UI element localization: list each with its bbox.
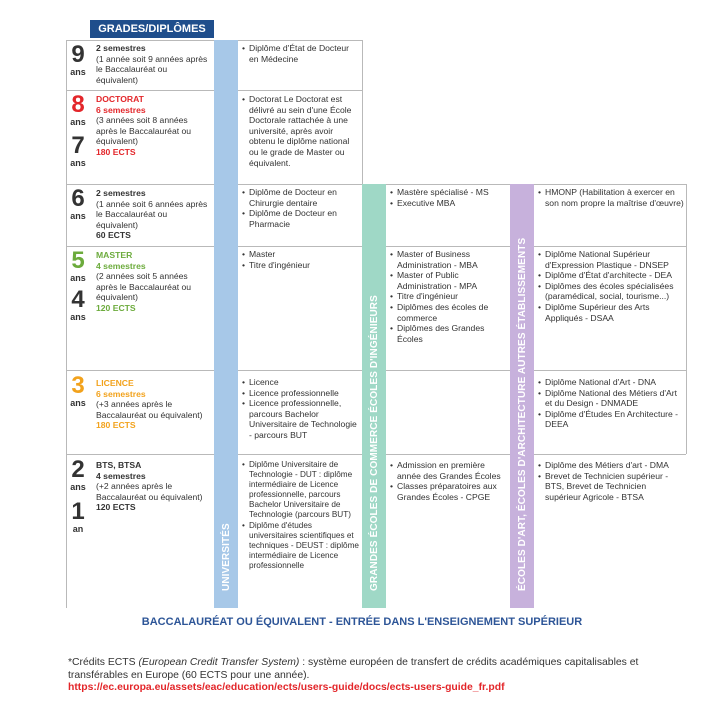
- year-number: 1: [71, 498, 85, 525]
- diploma-item: • Diplôme de Docteur en Chirurgie dentaire: [242, 187, 360, 208]
- diagram-grid: [66, 40, 686, 608]
- diploma-item: • Diplôme Universitaire de Technologie - DUT : diplôme intermédiaire de Licence professionnelle, parcours Bachelor Universitaire de Technologie (parcours BUT): [242, 460, 360, 521]
- cell-ecoles-bts: [390, 460, 508, 502]
- diploma-item: • Diplôme d'Études En Architecture - DEEA: [538, 409, 684, 430]
- diploma-item: • Admission en première année des Grandes Écoles: [390, 460, 508, 481]
- ects-note-rest: : système européen de transfert de crédits académiques capitalisables et transférables en Europe (60 ECTS pour une année).: [68, 657, 639, 681]
- level-semesters: 2 semestres: [96, 43, 146, 53]
- year-unit: ans: [70, 312, 86, 322]
- diploma-item: • Mastère spécialisé - MS: [390, 187, 508, 198]
- diploma-item: • Licence professionnelle, parcours Bachelor Universitaire de Technologie - parcours BUT: [242, 398, 360, 440]
- level-description: (2 années soit 5 années après le Baccalauréat ou équivalent): [96, 271, 192, 303]
- year-2: [66, 458, 90, 493]
- diploma-item: • Licence: [242, 377, 360, 388]
- cell-ecoles-master: [390, 249, 508, 344]
- level-ects: 180 ECTS: [96, 146, 136, 157]
- footer-title: BACCALAURÉAT OU ÉQUIVALENT - ENTRÉE DANS L'ENSEIGNEMENT SUPÉRIEUR: [141, 616, 583, 628]
- level-ects: 60 ECTS: [96, 230, 131, 241]
- year-number: 3: [71, 372, 85, 399]
- year-1: [66, 500, 90, 535]
- diploma-item: • Diplôme d'État de Docteur en Médecine: [242, 43, 360, 64]
- cell-universites-bts: [242, 460, 360, 571]
- level-description: (1 année soit 9 années après le Baccalauréat ou équivalent): [96, 53, 208, 85]
- ects-note-prefix: *Crédits ECTS: [68, 657, 139, 668]
- level-semesters: 4 semestres: [96, 470, 146, 481]
- diploma-item: • Diplôme d'État d'architecte - DEA: [538, 270, 684, 281]
- year-number: 2: [71, 456, 85, 483]
- diploma-item: • Doctorat Le Doctorat est délivré au sein d'une École Doctorale rattachée à une université, après avoir obtenu le diplôme national ou le grade de Master ou équivalent.: [242, 94, 360, 168]
- level-ects: 180 ECTS: [96, 420, 136, 431]
- cell-art-6: [538, 187, 684, 208]
- ects-note: [68, 656, 688, 682]
- level-bac9: [96, 43, 210, 85]
- level-description: (1 année soit 6 années après le Baccalauréat ou équivalent): [96, 198, 208, 230]
- diploma-item: • Diplôme National des Métiers d'Art et du Design - DNMADE: [538, 388, 684, 409]
- year-unit: ans: [70, 67, 86, 77]
- diploma-item: • Diplôme d'études universitaires scientifiques et techniques - DEUST : diplôme intermédiaire de Licence professionnelle: [242, 521, 360, 571]
- col-rule: [686, 184, 687, 454]
- level-title: BTS, BTSA: [96, 460, 142, 470]
- diploma-item: • Brevet de Technicien supérieur - BTS, Brevet de Technicien supérieur Agricole - BTSA: [538, 471, 684, 503]
- diploma-item: • Titre d'ingénieur: [390, 291, 508, 302]
- level-semesters: 6 semestres: [96, 388, 146, 399]
- ects-note-italic: (European Credit Transfer System): [138, 657, 300, 668]
- diploma-item: • Diplômes des Grandes Écoles: [390, 323, 508, 344]
- year-number: 8: [71, 91, 85, 118]
- cell-universites-6: [242, 187, 360, 229]
- level-description: (3 années soit 8 années après le Baccalauréat ou équivalent): [96, 115, 192, 147]
- year-number: 5: [71, 247, 85, 274]
- year-9: [66, 43, 90, 78]
- year-unit: ans: [70, 158, 86, 168]
- band-universites-label: UNIVERSITÉS: [221, 523, 232, 591]
- diploma-item: • Diplôme des Métiers d'art - DMA: [538, 460, 684, 471]
- level-semesters: 2 semestres: [96, 188, 146, 198]
- cell-universites-9: [242, 43, 360, 64]
- year-6: [66, 187, 90, 222]
- year-3: [66, 374, 90, 409]
- cell-art-licence: [538, 377, 684, 430]
- level-bac6: [96, 188, 210, 241]
- cell-universites-master: [242, 249, 360, 270]
- level-semesters: 4 semestres: [96, 260, 146, 271]
- diploma-item: • Diplômes des écoles de commerce: [390, 302, 508, 323]
- year-unit: ans: [70, 117, 86, 127]
- diploma-item: • Master of Public Administration - MPA: [390, 270, 508, 291]
- year-unit: ans: [70, 273, 86, 283]
- diploma-item: • Diplôme National d'Art - DNA: [538, 377, 684, 388]
- level-doctorat: [96, 94, 210, 158]
- diploma-item: • Classes préparatoires aux Grandes Écoles - CPGE: [390, 481, 508, 502]
- diploma-item: • Diplôme National Supérieur d'Expression Plastique - DNSEP: [538, 249, 684, 270]
- year-4: [66, 288, 90, 323]
- year-unit: ans: [70, 482, 86, 492]
- col-rule: [362, 40, 363, 184]
- diploma-item: • Diplômes des écoles spécialisées (paramédical, social, tourisme...): [538, 281, 684, 302]
- year-number: 7: [71, 132, 85, 159]
- level-ects: 120 ECTS: [96, 502, 136, 513]
- level-title: DOCTORAT: [96, 94, 144, 104]
- level-licence: [96, 378, 210, 431]
- band-ecoles: [362, 184, 386, 608]
- diploma-item: • Licence professionnelle: [242, 388, 360, 399]
- year-number: 9: [71, 41, 85, 68]
- band-art-label: ÉCOLES D'ART, ÉCOLES D'ARCHITECTURE AUTRES ÉTABLISSEMENTS: [517, 237, 528, 591]
- year-number: 6: [71, 185, 85, 212]
- level-title: LICENCE: [96, 378, 134, 388]
- cell-universites-doctorat: [242, 94, 360, 168]
- diploma-item: • Master: [242, 249, 360, 260]
- year-8: [66, 93, 90, 128]
- diploma-item: • Titre d'ingénieur: [242, 260, 360, 271]
- cell-art-master: [538, 249, 684, 323]
- level-master: [96, 250, 210, 314]
- diploma-item: • Master of Business Administration - MBA: [390, 249, 508, 270]
- level-semesters: 6 semestres: [96, 104, 146, 115]
- band-art: [510, 184, 534, 608]
- diploma-item: • Executive MBA: [390, 198, 508, 209]
- level-bts: [96, 460, 210, 513]
- band-ecoles-label: GRANDES ÉCOLES DE COMMERCE ÉCOLES D'INGÉNIEURS: [369, 295, 380, 591]
- diploma-item: • Diplôme de Docteur en Pharmacie: [242, 208, 360, 229]
- year-unit: an: [72, 524, 84, 534]
- ects-guide-link[interactable]: https://ec.europa.eu/assets/eac/education/ects/users-guide/docs/ects-users-guide_fr.pdf: [68, 682, 505, 693]
- level-title: MASTER: [96, 250, 133, 260]
- cell-art-bts: [538, 460, 684, 502]
- cell-ecoles-6: [390, 187, 508, 208]
- year-unit: ans: [70, 211, 86, 221]
- year-unit: ans: [70, 398, 86, 408]
- grades-header: GRADES/DIPLÔMES: [90, 20, 214, 38]
- band-universites: [214, 40, 238, 608]
- year-number: 4: [71, 286, 85, 313]
- year-7: [66, 134, 90, 169]
- diploma-item: • HMONP (Habilitation à exercer en son nom propre la maîtrise d'œuvre): [538, 187, 684, 208]
- year-5: [66, 249, 90, 284]
- level-description: (+3 années après le Baccalauréat ou équivalent): [96, 399, 203, 420]
- cell-universites-licence: [242, 377, 360, 441]
- level-ects: 120 ECTS: [96, 302, 136, 313]
- level-description: (+2 années après le Baccalauréat ou équivalent): [96, 481, 203, 502]
- diploma-item: • Diplôme Supérieur des Arts Appliqués - DSAA: [538, 302, 684, 323]
